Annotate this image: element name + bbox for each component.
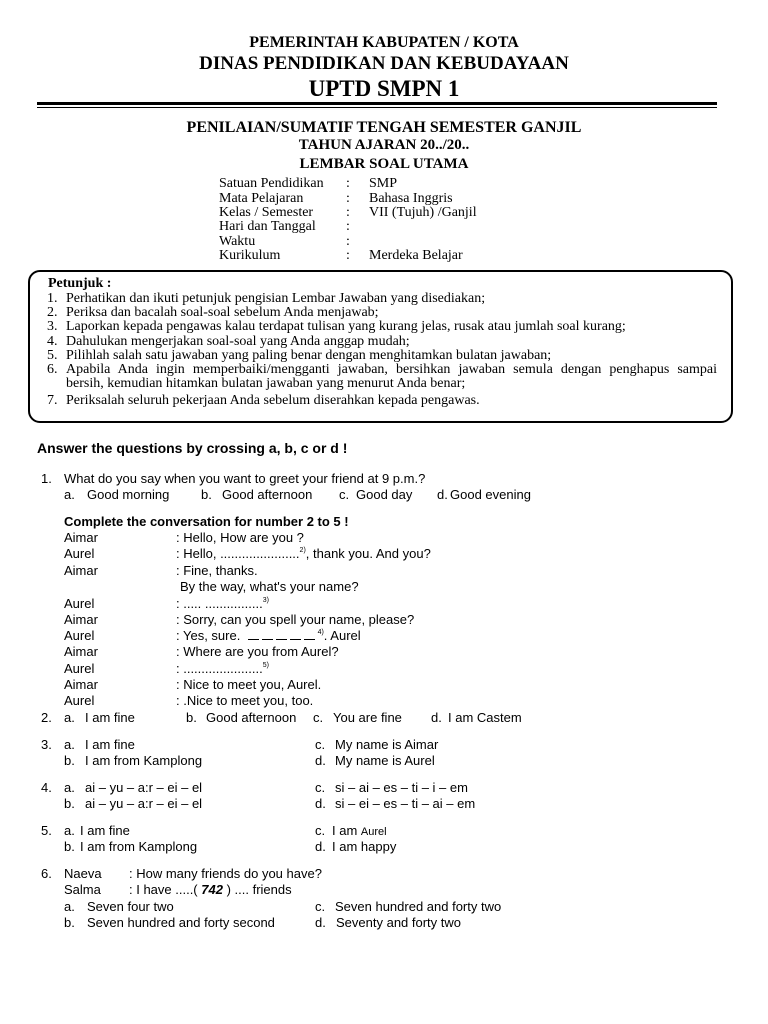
option-letter: b. [186, 710, 197, 725]
instruction-number: 1. [47, 291, 58, 306]
option-text: I am fine [80, 823, 130, 838]
option-text: Good afternoon [206, 710, 297, 725]
option-text: Seventy and forty two [336, 915, 462, 930]
option-text: Good morning [87, 487, 170, 502]
instruction-number: 6. [47, 362, 58, 377]
speaker-name: Aurel [64, 546, 95, 561]
letter-blank [262, 629, 273, 640]
option-letter: b. [201, 487, 212, 502]
question-number: 4. [41, 780, 52, 795]
info-sep: : [346, 176, 350, 191]
dialogue-line [176, 546, 431, 562]
speaker-name: Aimar [64, 530, 98, 545]
instruction-number: 5. [47, 348, 58, 363]
question-number: 6. [41, 866, 52, 881]
option-letter: b. [64, 839, 75, 854]
instruction-number: 4. [47, 334, 58, 349]
option-letter: d. [315, 753, 326, 768]
info-sep: : [346, 205, 350, 220]
instruction-number: 3. [47, 319, 58, 334]
option-text: My name is Aurel [335, 753, 435, 768]
speaker-name: Aimar [64, 612, 98, 627]
speaker-name: Salma [64, 882, 101, 897]
dialogue-text: : ...................... [176, 661, 263, 676]
option-text: Good evening [450, 487, 531, 502]
instruction-text: Apabila Anda ingin memperbaiki/mengganti jawaban, bersihkan jawaban semula dengan penghapus sampai [66, 362, 717, 377]
speaker-name: Aurel [64, 661, 95, 676]
option-text: Good afternoon [222, 487, 313, 502]
question-number: 5. [41, 823, 52, 838]
dialogue-line: : .Nice to meet you, too. [176, 693, 314, 708]
option-letter: a. [64, 899, 75, 914]
info-value: Merdeka Belajar [369, 248, 463, 263]
speaker-name: Aimar [64, 677, 98, 692]
option-letter: d. [315, 915, 326, 930]
instruction-text: Laporkan kepada pengawas kalau terdapat tulisan yang kurang jelas, rusak atau jumlah soal kurang; [66, 319, 626, 334]
dialogue-line: : Fine, thanks. [176, 563, 258, 578]
question-text: What do you say when you want to greet your friend at 9 p.m.? [64, 471, 426, 486]
option-letter: c. [315, 899, 326, 914]
blank-number: 4) [317, 629, 324, 636]
question-number: 2. [41, 710, 52, 725]
instruction-number: 7. [47, 393, 58, 408]
option-text: You are fine [333, 710, 402, 725]
header-school: UPTD SMPN 1 [308, 76, 460, 101]
option-letter: a. [64, 780, 75, 795]
dialogue-text: : Yes, sure. [176, 628, 241, 643]
dialogue-text: : Hello, ...................... [176, 546, 300, 561]
number-742: 742 [201, 882, 223, 897]
dialogue-line: : Where are you from Aurel? [176, 644, 339, 659]
question-number: 3. [41, 737, 52, 752]
option-text: I am fine [85, 710, 135, 725]
dialogue-line: By the way, what's your name? [180, 579, 359, 594]
speaker-name: Aurel [64, 693, 95, 708]
option-letter: d. [315, 796, 326, 811]
header-government: PEMERINTAH KABUPATEN / KOTA [249, 34, 519, 51]
dialogue-line: : Sorry, can you spell your name, please? [176, 612, 415, 627]
info-value: Bahasa Inggris [369, 191, 453, 206]
section-instruction: Answer the questions by crossing a, b, c or d ! [37, 440, 348, 456]
header-department: DINAS PENDIDIKAN DAN KEBUDAYAAN [199, 53, 569, 74]
option-letter: a. [64, 710, 75, 725]
info-sep: : [346, 234, 350, 249]
option-letter: c. [315, 737, 326, 752]
option-letter: b. [64, 796, 75, 811]
blank-number: 5) [262, 662, 269, 669]
option-letter: a. [64, 823, 75, 838]
dialogue-line [129, 882, 292, 898]
dialogue-text-after: ) .... friends [226, 882, 292, 897]
info-label: Hari dan Tanggal [219, 219, 316, 234]
conversation-heading: Complete the conversation for number 2 to 5 ! [64, 514, 349, 529]
info-sep: : [346, 191, 350, 206]
letter-blank [248, 629, 259, 640]
sheet-title: LEMBAR SOAL UTAMA [299, 156, 469, 172]
option-text: My name is Aimar [335, 737, 439, 752]
option-letter: c. [313, 710, 324, 725]
dialogue-line: : How many friends do you have? [129, 866, 322, 881]
academic-year: TAHUN AJARAN 20../20.. [298, 137, 470, 153]
instruction-text: Pilihlah salah satu jawaban yang paling benar dengan menghitamkan bulatan jawaban; [66, 348, 552, 363]
info-label: Waktu [219, 234, 256, 249]
instruction-text: Dahulukan mengerjakan soal-soal yang Anda anggap mudah; [66, 334, 410, 349]
option-text: Good day [356, 487, 413, 502]
instruction-number: 2. [47, 305, 58, 320]
speaker-name: Aurel [64, 628, 95, 643]
letter-blank [276, 629, 287, 640]
dialogue-line: : Nice to meet you, Aurel. [176, 677, 322, 692]
option-text: Seven hundred and forty two [335, 899, 502, 914]
speaker-name: Aimar [64, 644, 98, 659]
option-letter: b. [64, 915, 75, 930]
header-rule-thick [37, 102, 717, 105]
option-text: ai – yu – a:r – ei – el [85, 796, 203, 811]
option-letter: c. [315, 823, 326, 838]
option-text: si – ei – es – ti – ai – em [335, 796, 476, 811]
letter-blank [304, 629, 315, 640]
option-letter: b. [64, 753, 75, 768]
option-letter: a. [64, 487, 75, 502]
dialogue-text: : ..... ................ [176, 596, 263, 611]
info-value: SMP [369, 176, 398, 191]
option-text: I am from Kamplong [85, 753, 203, 768]
blank-number: 2) [299, 547, 306, 554]
instruction-text-continued: bersih, kemudian hitamkan bulatan jawaban yang menurut Anda benar; [66, 376, 466, 391]
option-letter: c. [315, 780, 326, 795]
letter-blank [290, 629, 301, 640]
option-text-main: I am [332, 823, 358, 838]
option-text: Seven four two [87, 899, 174, 914]
instruction-text: Perhatikan dan ikuti petunjuk pengisian Lembar Jawaban yang disediakan; [66, 291, 486, 306]
option-text: Seven hundred and forty second [87, 915, 275, 930]
blank-number: 3) [262, 597, 269, 604]
info-sep: : [346, 248, 350, 263]
option-letter: d. [431, 710, 442, 725]
speaker-name: Naeva [64, 866, 102, 881]
option-text: si – ai – es – ti – i – em [335, 780, 468, 795]
dialogue-text: : I have .....( [129, 882, 198, 897]
option-text: I am Castem [448, 710, 522, 725]
option-text [332, 823, 387, 840]
exam-title: PENILAIAN/SUMATIF TENGAH SEMESTER GANJIL [186, 119, 582, 136]
header-rule-thin [37, 107, 717, 108]
info-label: Mata Pelajaran [219, 191, 304, 206]
dialogue-line [176, 596, 269, 612]
instructions-title: Petunjuk : [48, 276, 112, 291]
option-letter: a. [64, 737, 75, 752]
option-text: ai – yu – a:r – ei – el [85, 780, 203, 795]
instruction-text: Periksa dan bacalah soal-soal sebelum Anda menjawab; [66, 305, 379, 320]
info-sep: : [346, 219, 350, 234]
option-text: I am fine [85, 737, 135, 752]
option-letter: d. [315, 839, 326, 854]
dialogue-line [176, 628, 361, 644]
dialogue-line: : Hello, How are you ? [176, 530, 304, 545]
option-letter: c. [339, 487, 350, 502]
info-value: VII (Tujuh) /Ganjil [369, 205, 477, 220]
dialogue-line [176, 661, 269, 677]
option-text-small: Aurel [360, 826, 387, 838]
info-label: Kurikulum [219, 248, 281, 263]
dialogue-text-after: , thank you. And you? [305, 546, 431, 561]
option-letter: d. [437, 487, 448, 502]
option-text: I am from Kamplong [80, 839, 198, 854]
speaker-name: Aurel [64, 596, 95, 611]
speaker-name: Aimar [64, 563, 98, 578]
instruction-text: Periksalah seluruh pekerjaan Anda sebelum diserahkan kepada pengawas. [66, 393, 480, 408]
dialogue-text-after: . Aurel [323, 628, 361, 643]
option-text: I am happy [332, 839, 397, 854]
info-label: Kelas / Semester [219, 205, 314, 220]
info-label: Satuan Pendidikan [219, 176, 324, 191]
question-number: 1. [41, 471, 52, 486]
